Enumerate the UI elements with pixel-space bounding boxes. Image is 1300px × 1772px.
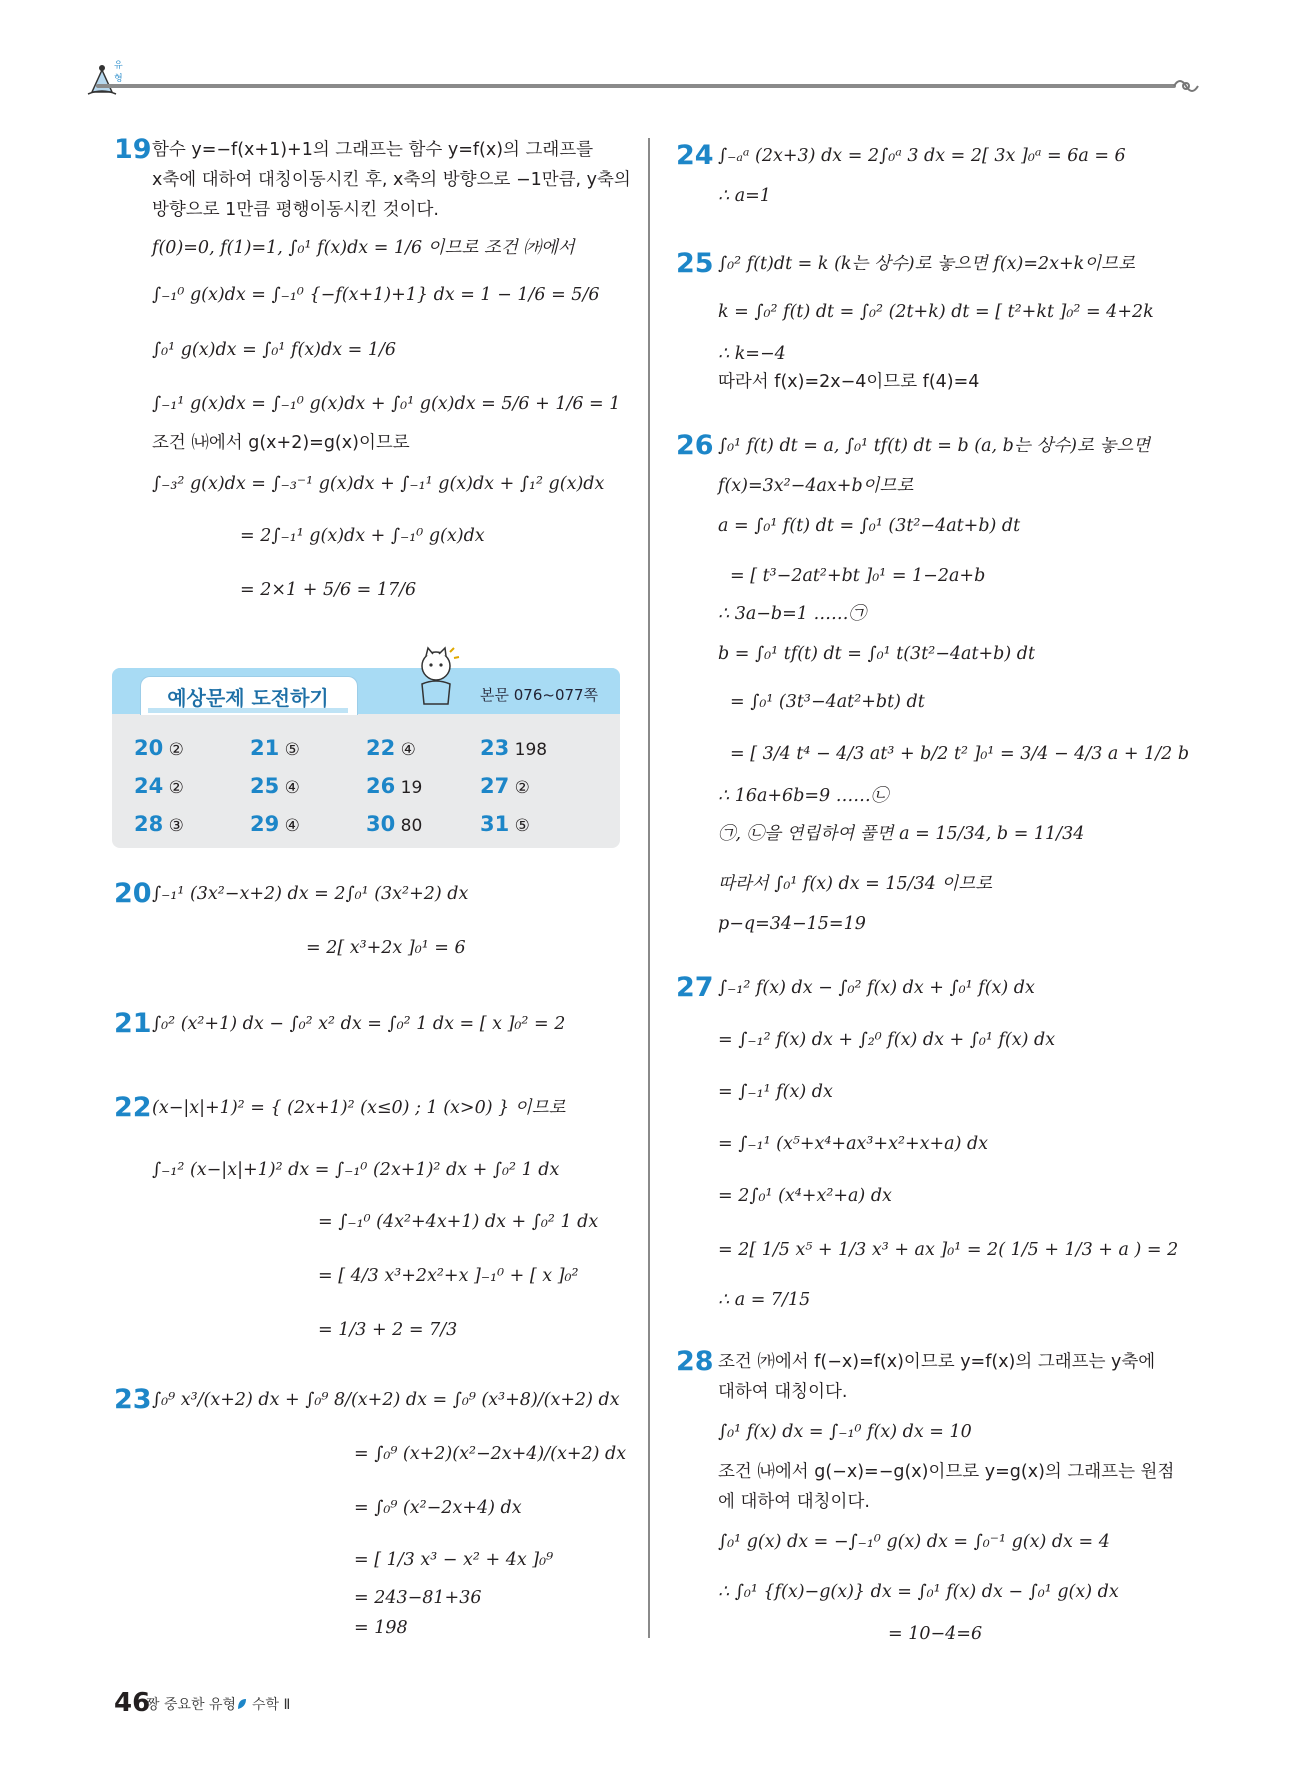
problem-number-19: 19 (114, 134, 152, 165)
problem-number-20: 20 (114, 878, 152, 909)
solution-line: = 243−81+36 (354, 1588, 482, 1608)
subject-name: 수학 Ⅱ (252, 1697, 291, 1713)
solution-line: = [ 4/3 x³+2x²+x ]₋₁⁰ + [ x ]₀² (318, 1266, 579, 1286)
solution-line: ∫₋ₐᵃ (2x+3) dx = 2∫₀ᵃ 3 dx = 2[ 3x ]₀ᵃ = 6a = 6 (718, 146, 1126, 166)
solution-line: = 1/3 + 2 = 7/3 (318, 1320, 458, 1340)
solution-line: ∴ k=−4 (718, 344, 786, 364)
solution-line: 함수 y=−f(x+1)+1의 그래프는 함수 y=f(x)의 그래프를 (152, 140, 594, 160)
solution-line: 따라서 ∫₀¹ f(x) dx = 15/34 이므로 (718, 874, 993, 894)
answer-item (366, 736, 416, 760)
solution-line: ∫₀⁹ x³/(x+2) dx + ∫₀⁹ 8/(x+2) dx = ∫₀⁹ (x³+8)/(x+2) dx (152, 1390, 620, 1410)
answer-number: 27 (480, 774, 510, 798)
answer-number: 23 (480, 736, 510, 760)
book-title: 짱 중요한 유형 (146, 1697, 237, 1713)
answer-number: 20 (134, 736, 164, 760)
solution-line: ∴ 3a−b=1 ……㉠ (718, 604, 866, 624)
answer-item (250, 736, 300, 760)
answer-value: ③ (168, 816, 184, 836)
solution-line: ∫₀² f(t)dt = k (k는 상수)로 놓으면 f(x)=2x+k이므로 (718, 254, 1135, 274)
solution-line: = ∫₀⁹ (x²−2x+4) dx (354, 1498, 522, 1518)
solution-line: = 2[ x³+2x ]₀¹ = 6 (306, 938, 466, 958)
solution-line: 조건 ㈎에서 f(−x)=f(x)이므로 y=f(x)의 그래프는 y축에 (718, 1352, 1156, 1372)
solution-line: 대하여 대칭이다. (718, 1382, 848, 1402)
solution-line: b = ∫₀¹ tf(t) dt = ∫₀¹ t(3t²−4at+b) dt (718, 644, 1035, 664)
problem-number-25: 25 (676, 248, 714, 279)
answer-item (134, 774, 184, 798)
solution-line: f(x)=3x²−4ax+b이므로 (718, 476, 914, 496)
answer-number: 28 (134, 812, 164, 836)
solution-line: ∫₋₁¹ (3x²−x+2) dx = 2∫₀¹ (3x²+2) dx (152, 884, 469, 904)
solution-line: ∫₀¹ g(x)dx = ∫₀¹ f(x)dx = 1/6 (152, 340, 397, 360)
answer-number: 30 (366, 812, 396, 836)
answer-number: 31 (480, 812, 510, 836)
header-rule (96, 84, 1176, 88)
solution-line: ∴ ∫₀¹ {f(x)−g(x)} dx = ∫₀¹ f(x) dx − ∫₀¹ g(x) dx (718, 1582, 1119, 1602)
answer-number: 21 (250, 736, 280, 760)
solution-line: = [ 3/4 t⁴ − 4/3 at³ + b/2 t² ]₀¹ = 3/4 − 4/3 a + 1/2 b (730, 744, 1190, 764)
header-logo (84, 58, 128, 98)
solution-line: ∫₋₁² f(x) dx − ∫₀² f(x) dx + ∫₀¹ f(x) dx (718, 978, 1035, 998)
solution-line: = 10−4=6 (888, 1624, 983, 1644)
answer-value: ⑤ (514, 816, 530, 836)
problem-number-23: 23 (114, 1384, 152, 1415)
solution-line: f(0)=0, f(1)=1, ∫₀¹ f(x)dx = 1/6 이므로 조건 ㈎에서 (152, 238, 575, 258)
solution-line: ∫₋₁⁰ g(x)dx = ∫₋₁⁰ {−f(x+1)+1} dx = 1 − 1/6 = 5/6 (152, 285, 600, 305)
solution-line: = 2∫₀¹ (x⁴+x²+a) dx (718, 1186, 892, 1206)
solution-line: = 2×1 + 5/6 = 17/6 (240, 580, 417, 600)
problem-number-22: 22 (114, 1092, 152, 1123)
answer-number: 25 (250, 774, 280, 798)
problem-number-27: 27 (676, 972, 714, 1003)
solution-line: = ∫₋₁¹ (x⁵+x⁴+ax³+x²+x+a) dx (718, 1134, 989, 1154)
answer-value: 19 (400, 778, 423, 798)
solution-line: = 2∫₋₁¹ g(x)dx + ∫₋₁⁰ g(x)dx (240, 526, 485, 546)
solution-line: = ∫₋₁¹ f(x) dx (718, 1082, 833, 1102)
solution-line: 조건 ㈏에서 g(x+2)=g(x)이므로 (152, 433, 410, 453)
solution-line: 에 대하여 대칭이다. (718, 1492, 870, 1512)
solution-line: 방향으로 1만큼 평행이동시킨 것이다. (152, 200, 439, 220)
problem-number-24: 24 (676, 140, 714, 171)
answer-number: 24 (134, 774, 164, 798)
logo-text: 유형 (114, 61, 123, 84)
answer-value: 198 (514, 740, 548, 760)
page-number: 46 (114, 1688, 151, 1718)
solution-line: = [ t³−2at²+bt ]₀¹ = 1−2a+b (730, 566, 986, 586)
mascot-icon (414, 644, 460, 712)
answer-item (366, 812, 422, 836)
solution-line: ∫₀¹ f(x) dx = ∫₋₁⁰ f(x) dx = 10 (718, 1422, 972, 1442)
answer-value: ④ (400, 740, 416, 760)
solution-line: = 198 (354, 1618, 408, 1638)
solution-line: = ∫₀⁹ (x+2)(x²−2x+4)/(x+2) dx (354, 1444, 627, 1464)
answer-value: ② (168, 740, 184, 760)
solution-line: = ∫₋₁² f(x) dx + ∫₂⁰ f(x) dx + ∫₀¹ f(x) dx (718, 1030, 1056, 1050)
solution-line: x축에 대하여 대칭이동시킨 후, x축의 방향으로 −1만큼, y축의 (152, 170, 631, 190)
answer-item (134, 736, 184, 760)
solution-line: ∴ a=1 (718, 186, 771, 206)
answer-number: 26 (366, 774, 396, 798)
solution-line: ㉠, ㉡을 연립하여 풀면 a = 15/34, b = 11/34 (718, 824, 1085, 844)
solution-line: ∫₀¹ f(t) dt = a, ∫₀¹ tf(t) dt = b (a, b는 상수)로 놓으면 (718, 436, 1151, 456)
solution-line: = ∫₋₁⁰ (4x²+4x+1) dx + ∫₀² 1 dx (318, 1212, 599, 1232)
answer-item (134, 812, 184, 836)
solution-line: = ∫₀¹ (3t³−4at²+bt) dt (730, 692, 925, 712)
solution-line: ∴ a = 7/15 (718, 1290, 811, 1310)
solution-line: (x−|x|+1)² = { (2x+1)² (x≤0) ; 1 (x>0) } 이므로 (152, 1098, 566, 1118)
solution-line: ∫₀¹ g(x) dx = −∫₋₁⁰ g(x) dx = ∫₀⁻¹ g(x) dx = 4 (718, 1532, 1110, 1552)
page-reference: 본문 076~077쪽 (480, 686, 599, 704)
answer-value: ② (168, 778, 184, 798)
problem-number-26: 26 (676, 430, 714, 461)
answer-value: ④ (284, 816, 300, 836)
answer-item (366, 774, 422, 798)
answer-item (480, 774, 530, 798)
answer-value: 80 (400, 816, 423, 836)
problem-number-28: 28 (676, 1346, 714, 1377)
answer-value: ④ (284, 778, 300, 798)
solution-line: = 2[ 1/5 x⁵ + 1/3 x³ + ax ]₀¹ = 2( 1/5 + 1/3 + a ) = 2 (718, 1240, 1179, 1260)
solution-line: ∫₀² (x²+1) dx − ∫₀² x² dx = ∫₀² 1 dx = [ x ]₀² = 2 (152, 1014, 566, 1034)
solution-line: a = ∫₀¹ f(t) dt = ∫₀¹ (3t²−4at+b) dt (718, 516, 1021, 536)
answer-value: ② (514, 778, 530, 798)
solution-line: 조건 ㈏에서 g(−x)=−g(x)이므로 y=g(x)의 그래프는 원점 (718, 1462, 1175, 1482)
problem-number-21: 21 (114, 1008, 152, 1039)
leaf-icon (236, 1696, 248, 1715)
solution-line: ∫₋₁² (x−|x|+1)² dx = ∫₋₁⁰ (2x+1)² dx + ∫₀² 1 dx (152, 1160, 560, 1180)
solution-line: 따라서 f(x)=2x−4이므로 f(4)=4 (718, 372, 980, 392)
solution-line: k = ∫₀² f(t) dt = ∫₀² (2t+k) dt = [ t²+kt ]₀² = 4+2k (718, 302, 1154, 322)
solution-line: = [ 1/3 x³ − x² + 4x ]₀⁹ (354, 1550, 554, 1570)
answer-item (250, 774, 300, 798)
answer-number: 29 (250, 812, 280, 836)
solution-line: ∫₋₁¹ g(x)dx = ∫₋₁⁰ g(x)dx + ∫₀¹ g(x)dx = 5/6 + 1/6 = 1 (152, 394, 621, 414)
solution-line: ∫₋₃² g(x)dx = ∫₋₃⁻¹ g(x)dx + ∫₋₁¹ g(x)dx + ∫₁² g(x)dx (152, 474, 605, 494)
answer-item (250, 812, 300, 836)
answer-item (480, 736, 547, 760)
answer-number: 22 (366, 736, 396, 760)
answer-item (480, 812, 530, 836)
ribbon-icon (1172, 74, 1200, 104)
answer-box-title: 예상문제 도전하기 (167, 686, 329, 710)
column-divider (648, 138, 650, 1638)
solution-line: ∴ 16a+6b=9 ……㉡ (718, 786, 889, 806)
answer-value: ⑤ (284, 740, 300, 760)
solution-line: p−q=34−15=19 (718, 914, 866, 934)
